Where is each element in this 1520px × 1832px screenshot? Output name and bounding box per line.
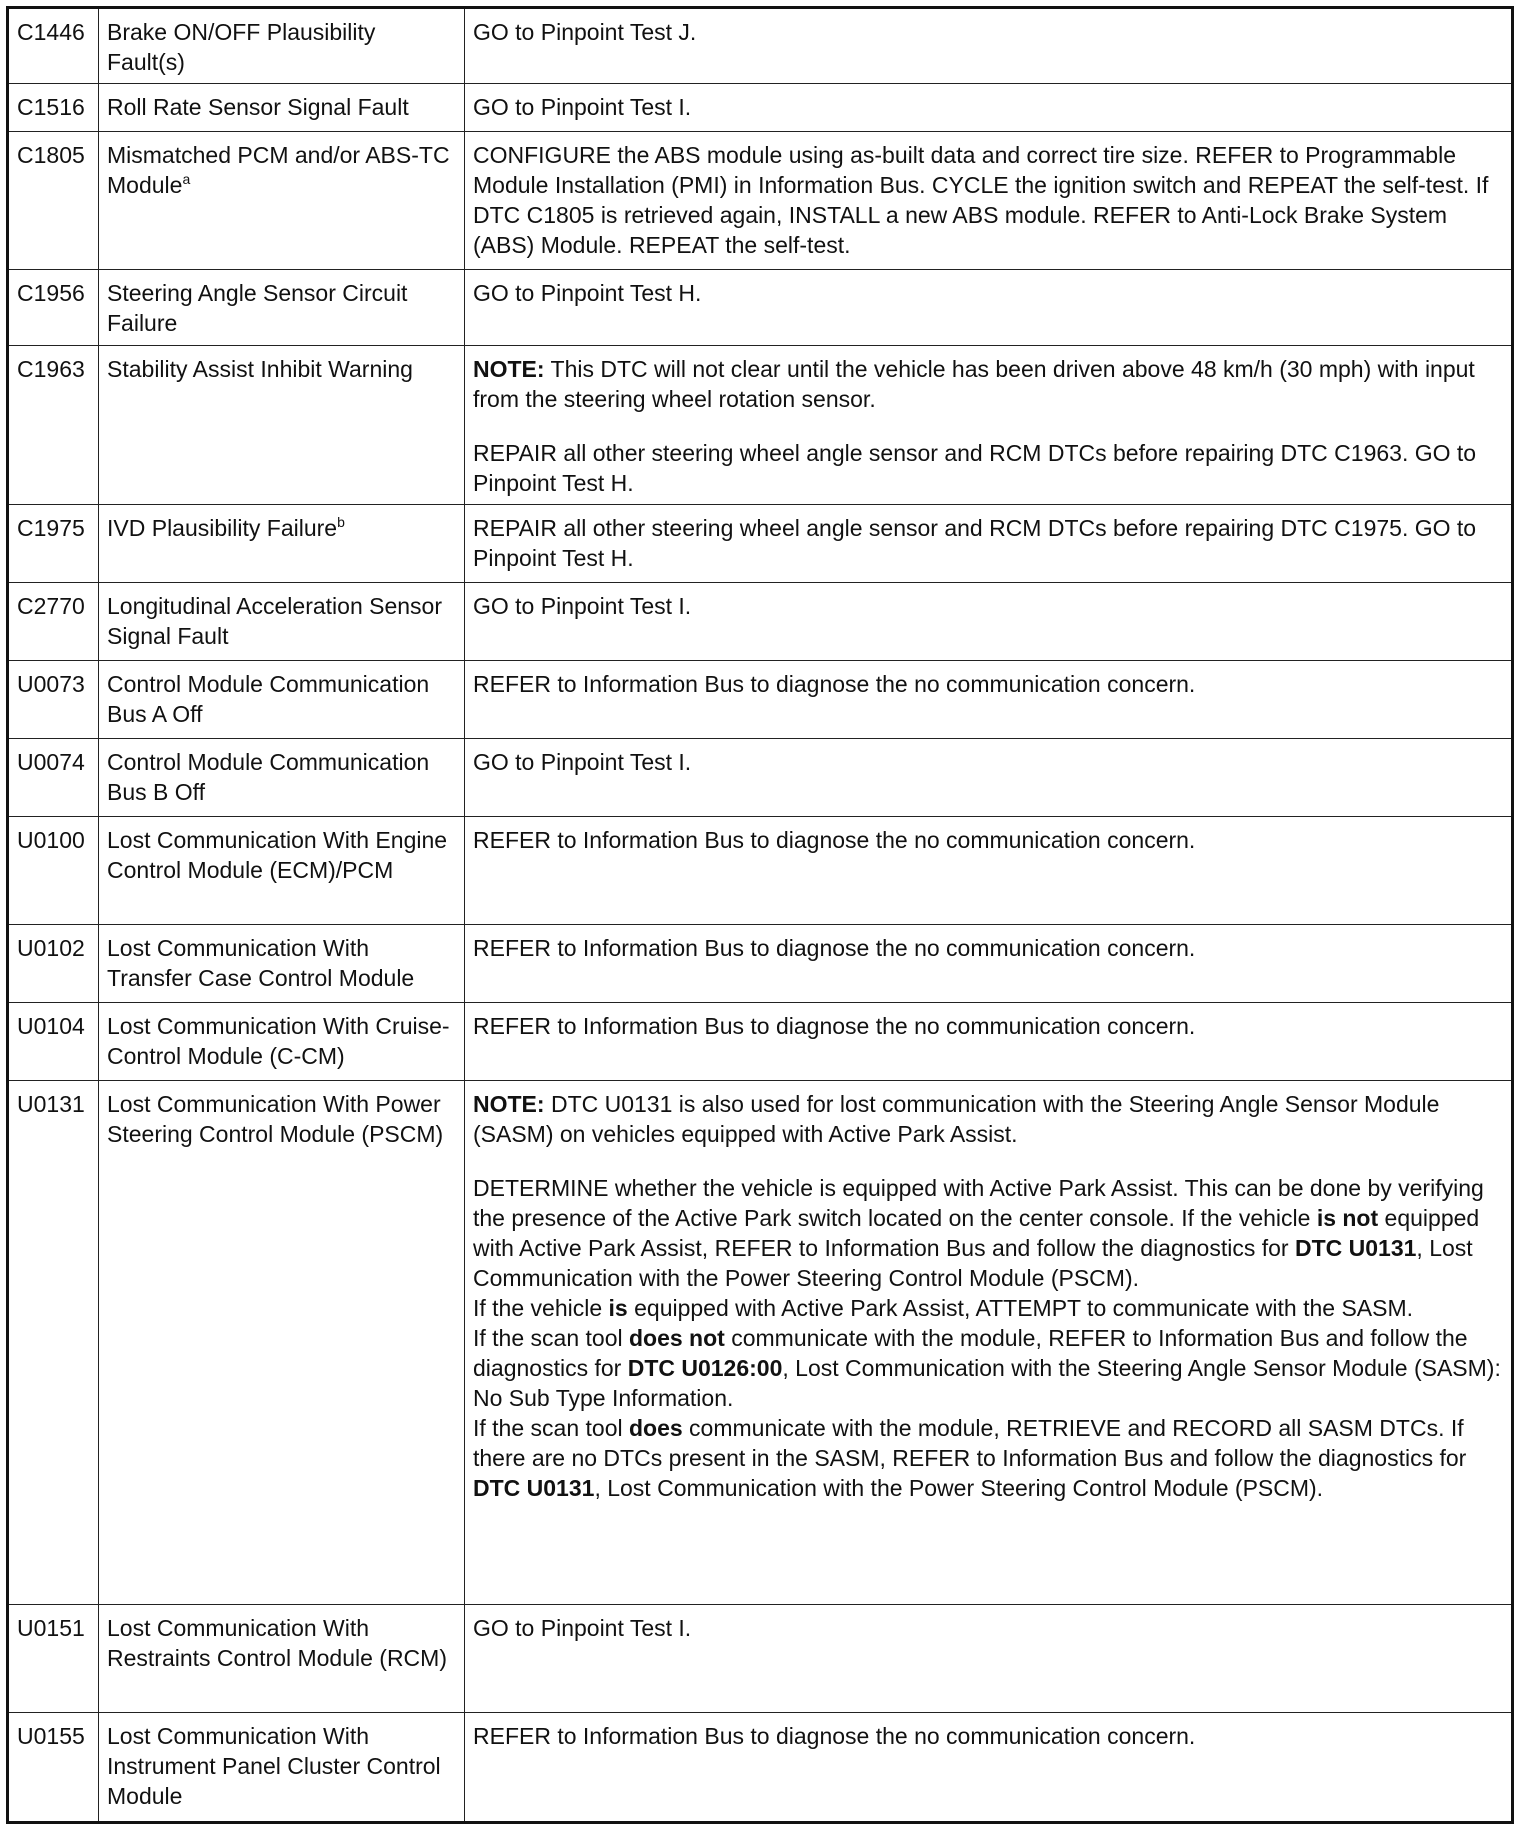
dtc-description: Stability Assist Inhibit Warning [99,346,465,505]
footnote-marker: b [337,514,345,530]
dtc-code: U0131 [8,1081,99,1605]
text-run: , Lost Communication with the Power Steering Control Module (PSCM). [594,1475,1324,1501]
dtc-description: Control Module Communication Bus A Off [99,661,465,739]
dtc-description: Lost Communication With Instrument Panel Cluster Control Module [99,1713,465,1823]
text-run: If the vehicle [473,1295,609,1321]
dtc-action: CONFIGURE the ABS module using as-built data and correct tire size. REFER to Programmable Module Installation (PMI) in Information Bus. CYCLE the ignition switch and REPEAT the self-test. If DTC C1805 is retrieved again, INSTALL a new ABS module. REFER to Anti-Lock Brake System (ABS) Module. REPEAT the self-test. [465,132,1513,270]
text-run: DETERMINE whether the vehicle is equipped with Active Park Assist. This can be done by verifying the presence of the Active Park switch located on the center console. If the vehicle [473,1175,1484,1231]
dtc-code: U0104 [8,1003,99,1081]
note-text: This DTC will not clear until the vehicle has been driven above 48 km/h (30 mph) with input from the steering wheel rotation sensor. [473,356,1475,412]
dtc-action: REFER to Information Bus to diagnose the no communication concern. [465,1713,1513,1823]
table-row [8,132,1513,270]
text-run: equipped with Active Park Assist, ATTEMPT to communicate with the SASM. [627,1295,1414,1321]
dtc-code: U0155 [8,1713,99,1823]
dtc-code: U0100 [8,817,99,925]
dtc-table [6,6,1514,1824]
dtc-description [99,505,465,583]
dtc-action: REPAIR all other steering wheel angle sensor and RCM DTCs before repairing DTC C1975. GO to Pinpoint Test H. [465,505,1513,583]
dtc-action: GO to Pinpoint Test I. [465,583,1513,661]
table-row [8,583,1513,661]
dtc-code: C1963 [8,346,99,505]
text-run: If the scan tool [473,1325,629,1351]
action-paragraph [473,1173,1503,1503]
dtc-description [99,132,465,270]
dtc-description: Longitudinal Acceleration Sensor Signal Fault [99,583,465,661]
table-row [8,270,1513,346]
note-text: DTC U0131 is also used for lost communication with the Steering Angle Sensor Module (SASM) on vehicles equipped with Active Park Assist. [473,1091,1440,1147]
dtc-description: Lost Communication With Cruise-Control Module (C-CM) [99,1003,465,1081]
dtc-description: Control Module Communication Bus B Off [99,739,465,817]
bold-run: DTC U0131 [1294,1235,1417,1261]
bold-run: does not [628,1325,725,1351]
dtc-description: Lost Communication With Power Steering Control Module (PSCM) [99,1081,465,1605]
text-run: communicate with the module, REFER to Information Bus and follow the diagnostics for [473,1325,1468,1381]
table-row [8,739,1513,817]
dtc-action: GO to Pinpoint Test I. [465,84,1513,132]
table-row [8,817,1513,925]
dtc-action: GO to Pinpoint Test I. [465,739,1513,817]
dtc-code: C1516 [8,84,99,132]
dtc-code: C2770 [8,583,99,661]
dtc-code: C1805 [8,132,99,270]
dtc-code: C1446 [8,8,99,84]
text-run: If the scan tool [473,1415,629,1441]
dtc-action: REFER to Information Bus to diagnose the no communication concern. [465,925,1513,1003]
dtc-description: Lost Communication With Transfer Case Control Module [99,925,465,1003]
dtc-code: U0102 [8,925,99,1003]
dtc-action: GO to Pinpoint Test H. [465,270,1513,346]
action-line-does-not-communicate [473,1323,1503,1413]
dtc-code: C1975 [8,505,99,583]
dtc-description: Lost Communication With Restraints Control Module (RCM) [99,1605,465,1713]
note-label: NOTE: [473,356,545,382]
action-line-does-communicate [473,1413,1503,1503]
table-row [8,505,1513,583]
dtc-action [465,1081,1513,1605]
action-line-determine [473,1173,1503,1293]
table-row [8,8,1513,84]
table-row [8,1713,1513,1823]
dtc-action: REFER to Information Bus to diagnose the no communication concern. [465,817,1513,925]
action-line-if-equipped [473,1293,1503,1323]
dtc-description-text: IVD Plausibility Failure [107,515,338,541]
action-paragraph: REPAIR all other steering wheel angle sensor and RCM DTCs before repairing DTC C1963. GO to Pinpoint Test H. [473,440,1477,496]
dtc-code: U0073 [8,661,99,739]
dtc-description: Lost Communication With Engine Control Module (ECM)/PCM [99,817,465,925]
dtc-description-text: Mismatched PCM and/or ABS-TC Module [107,142,450,198]
document-page [6,6,1514,1824]
text-run: , Lost Communication with the Steering Angle Sensor Module (SASM): No Sub Type Information. [473,1355,1501,1411]
dtc-description: Steering Angle Sensor Circuit Failure [99,270,465,346]
dtc-code: U0151 [8,1605,99,1713]
dtc-description: Roll Rate Sensor Signal Fault [99,84,465,132]
text-run: equipped with Active Park Assist, REFER to Information Bus and follow the diagnostics for [473,1205,1480,1261]
bold-run: DTC U0126:00 [627,1355,783,1381]
table-row [8,661,1513,739]
dtc-action: REFER to Information Bus to diagnose the no communication concern. [465,1003,1513,1081]
table-row [8,84,1513,132]
text-run: , Lost Communication with the Power Steering Control Module (PSCM). [473,1235,1473,1291]
note-label: NOTE: [473,1091,545,1117]
dtc-description: Brake ON/OFF Plausibility Fault(s) [99,8,465,84]
bold-run: DTC U0131 [473,1475,595,1501]
dtc-action: REFER to Information Bus to diagnose the no communication concern. [465,661,1513,739]
note-paragraph [473,354,1503,414]
bold-run: does [628,1415,683,1441]
table-row [8,1003,1513,1081]
footnote-marker: a [182,171,191,187]
table-row [8,346,1513,505]
note-paragraph [473,1089,1503,1149]
dtc-action: GO to Pinpoint Test J. [465,8,1513,84]
bold-run: is not [1316,1205,1379,1231]
dtc-action [465,346,1513,505]
dtc-code: C1956 [8,270,99,346]
dtc-code: U0074 [8,739,99,817]
text-run: communicate with the module, RETRIEVE and RECORD all SASM DTCs. If there are no DTCs present in the SASM, REFER to Information Bus and follow the diagnostics for [473,1415,1467,1471]
table-row [8,1081,1513,1605]
table-row [8,1605,1513,1713]
bold-run: is [608,1295,628,1321]
table-row [8,925,1513,1003]
dtc-action: GO to Pinpoint Test I. [465,1605,1513,1713]
